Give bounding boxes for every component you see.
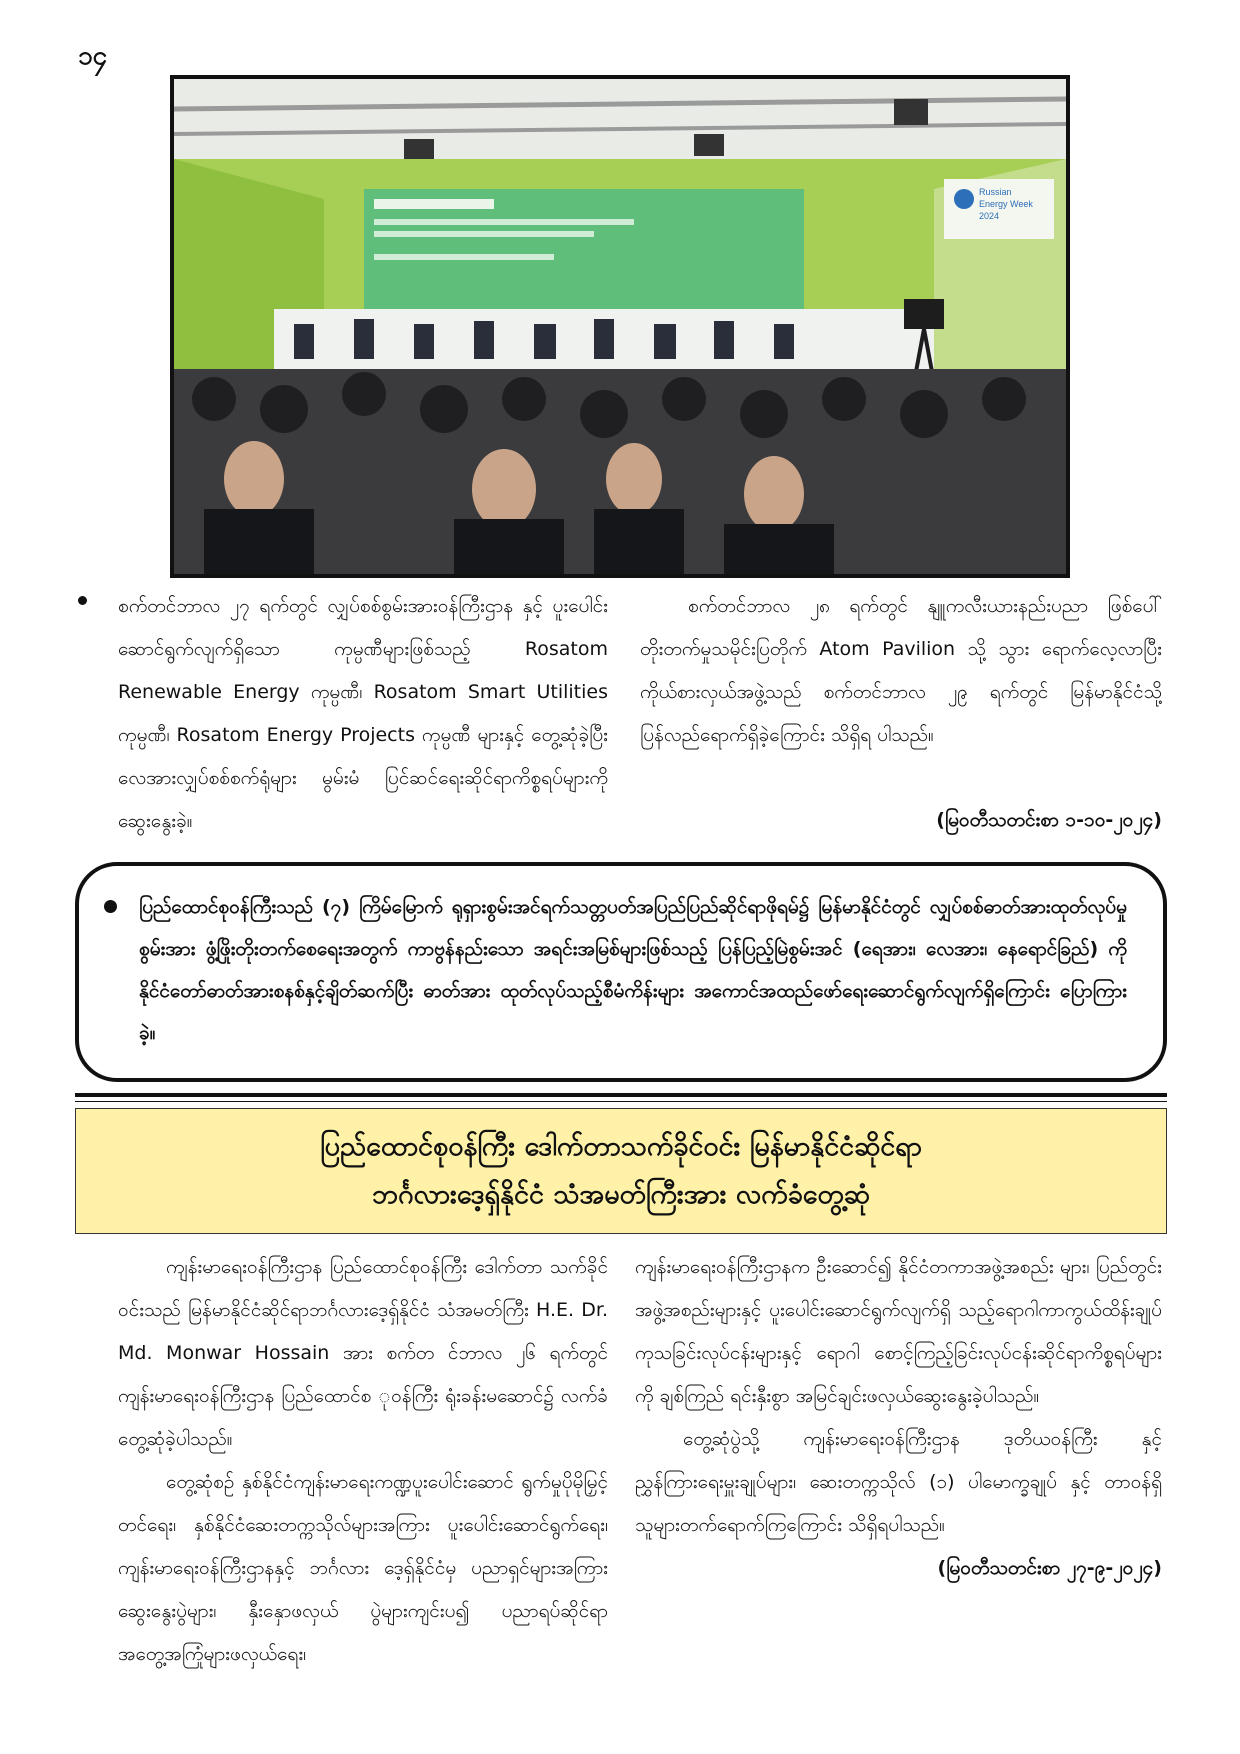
article-headline [75, 1108, 1167, 1234]
conference-photo [170, 75, 1070, 578]
article-column-right [635, 1246, 1162, 1590]
headline-line-2: ဘင်္ဂလားဒေ့ရှ်နိုင်ငံ သံအမတ်ကြီးအား လက်ခံတွေ့ဆုံ [372, 1179, 870, 1210]
bullet-marker [104, 900, 117, 913]
paragraph: တွေ့ဆုံပွဲသို့ ကျန်းမာရေးဝန်ကြီးဌာန ဒုတိယဝန်ကြီး နှင့် ညွှန်ကြားရေးမှူးချုပ်များ၊ ဆေးတက္ကသိုလ် (၁) ပါမောက္ခချုပ် နှင့် တာဝန်ရှိသူများတက်ရောက်ကြကြောင်း သိရှိရပါသည်။ [635, 1428, 1162, 1536]
paragraph: တွေ့ဆုံစဉ် နှစ်နိုင်ငံကျန်းမာရေးကဏ္ဍပူးပေါင်းဆောင် ရွက်မှုပိုမိုမြှင့်တင်ရေး၊ နှစ်နိုင်ငံဆေးတက္ကသိုလ်များအကြား ပူးပေါင်းဆောင်ရွက်ရေး၊ ကျန်းမာရေးဝန်ကြီးဌာနနှင့် ဘင်္ဂလား ဒေ့ရှ်နိုင်ငံမှ ပညာရှင်များအကြား ဆွေးနွေးပွဲများ၊ နှီးနှောဖလှယ် ပွဲများကျင်းပ၍ ပညာရပ်ဆိုင်ရာအတွေ့အကြုံများဖလှယ်ရေး၊ [118, 1471, 608, 1665]
highlight-callout-box [75, 862, 1167, 1082]
bullet-marker [78, 596, 87, 605]
headline-line-1: ပြည်ထောင်စုဝန်ကြီး ဒေါက်တာသက်ခိုင်ဝင်း မြန်မာနိုင်ငံဆိုင်ရာ [320, 1131, 922, 1162]
divider-thin [75, 1101, 1167, 1102]
bullet-text: စက်တင်ဘာလ ၂၇ ရက်တွင် လျှပ်စစ်စွမ်းအားဝန်ကြီးဌာန နှင့် ပူးပေါင်းဆောင်ရွက်လျက်ရှိသော ကုမ္ပဏီများဖြစ်သည့် Rosatom Renewable Energy ကုမ္ပဏီ၊ Rosatom Smart Utilities ကုမ္ပဏီ၊ Rosatom Energy Projects ကုမ္ပဏီ များနှင့် တွေ့ဆုံခဲ့ပြီး လေအားလျှပ်စစ်စက်ရုံများ မွမ်းမံ ပြင်ဆင်ရေးဆိုင်ရာကိစ္စရပ်များကို ဆွေးနွေးခဲ့။ [118, 595, 608, 832]
right-top-paragraph [640, 585, 1162, 757]
page-number: ၁၄ [78, 41, 108, 71]
bullet-paragraph [118, 585, 608, 843]
banner-line-3: 2024 [979, 211, 1000, 221]
paragraph: ကျန်းမာရေးဝန်ကြီးဌာန ပြည်ထောင်စုဝန်ကြီး ဒေါက်တာ သက်ခိုင်ဝင်းသည် မြန်မာနိုင်ငံဆိုင်ရာဘင်္ဂလားဒေ့ရှ်နိုင်ငံ သံအမတ်ကြီး H.E. Dr. Md. Monwar Hossain အား စက်တ င်ဘာလ ၂၆ ရက်တွင် ကျန်းမာရေးဝန်ကြီးဌာန ပြည်ထောင်စ ုဝန်ကြီး ရုံးခန်းမဆောင်၌ လက်ခံတွေ့ဆုံခဲ့ပါသည်။ [118, 1256, 608, 1450]
banner-line-1: Russian [979, 187, 1012, 197]
callout-text: ပြည်ထောင်စုဝန်ကြီးသည် (၇) ကြိမ်မြောက် ရုရှားစွမ်းအင်ရက်သတ္တပတ်အပြည်ပြည်ဆိုင်ရာဖိုရမ်၌ မြန်မာနိုင်ငံတွင် လျှပ်စစ်ဓာတ်အားထုတ်လုပ်မှုစွမ်းအား ဖွံ့ဖြိုးတိုးတက်စေရေးအတွက် ကာဗွန်နည်းသော အရင်းအမြစ်များဖြစ်သည့် ပြန်ပြည့်မြဲစွမ်းအင် (ရေအား၊ လေအား၊ နေရောင်ခြည်) ကို နိုင်ငံတော်ဓာတ်အားစနစ်နှင့်ချိတ်ဆက်ပြီး ဓာတ်အား ထုတ်လုပ်သည့်စီမံကိန်းများ အကောင်အထည်ဖော်ရေးဆောင်ရွက်လျက်ရှိကြောင်း ပြောကြားခဲ့။ [139, 896, 1127, 1044]
paragraph: ကျန်းမာရေးဝန်ကြီးဌာနက ဦးဆောင်၍ နိုင်ငံတကာအဖွဲ့အစည်း များ၊ ပြည်တွင်းအဖွဲ့အစည်းများနှင့် ပူးပေါင်းဆောင်ရွက်လျက်ရှိ သည့်ရောဂါကာကွယ်ထိန်းချုပ်ကုသခြင်းလုပ်ငန်းများနှင့် ရောဂါ စောင့်ကြည့်ခြင်းလုပ်ငန်းဆိုင်ရာကိစ္စရပ်များကို ချစ်ကြည် ရင်းနှီးစွာ အမြင်ချင်းဖလှယ်ဆွေးနွေးခဲ့ပါသည်။ [635, 1256, 1162, 1407]
divider-thick [75, 1093, 1167, 1097]
article-column-left [118, 1246, 608, 1676]
source-citation-1: (မြဝတီသတင်းစာ ၁-၁၀-၂၀၂၄) [936, 809, 1162, 831]
banner-line-2: Energy Week [979, 199, 1033, 209]
right-top-text: စက်တင်ဘာလ ၂၈ ရက်တွင် နျူကလီးယားနည်းပညာ ဖြစ်ပေါ်တိုးတက်မှုသမိုင်းပြတိုက် Atom Pavilion သို့ သွား ရောက်လေ့လာပြီး ကိုယ်စားလှယ်အဖွဲ့သည် စက်တင်ဘာလ ၂၉ ရက်တွင် မြန်မာနိုင်ငံသို့ ပြန်လည်ရောက်ရှိခဲ့ကြောင်း သိရှိရ ပါသည်။ [640, 595, 1162, 746]
source-citation-2: (မြဝတီသတင်းစာ ၂၇-၉-၂၀၂၄) [937, 1557, 1162, 1579]
